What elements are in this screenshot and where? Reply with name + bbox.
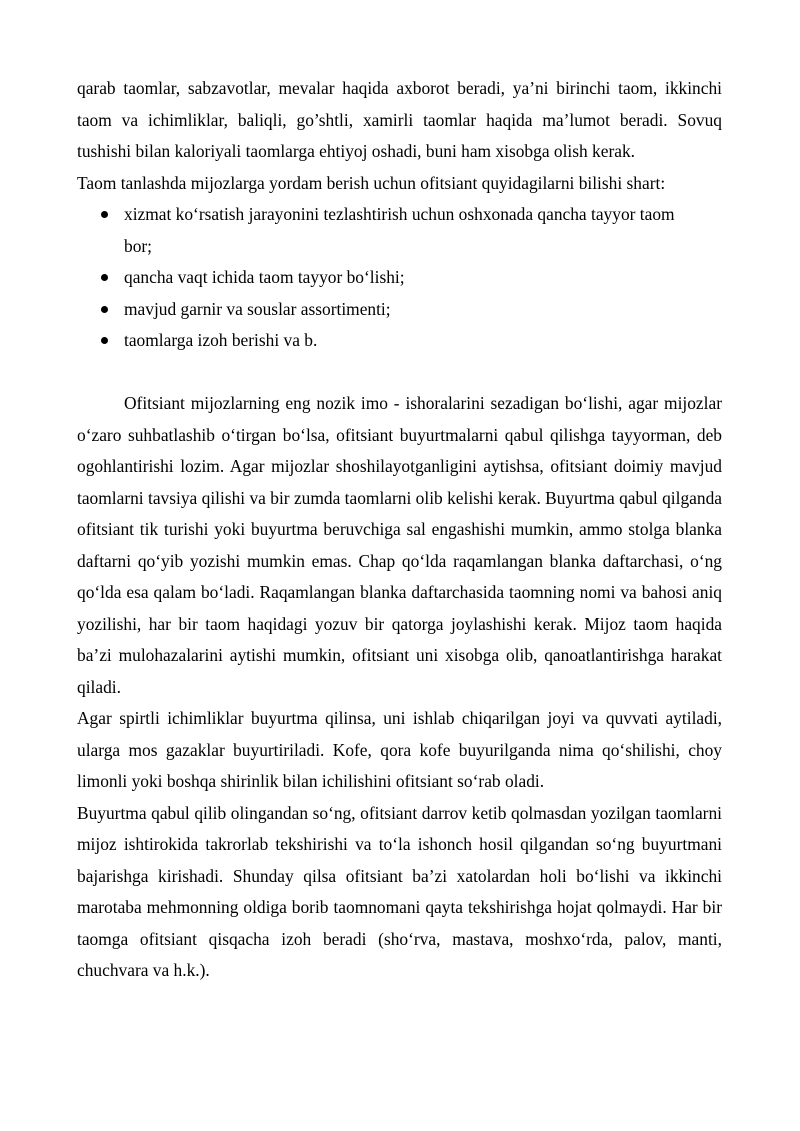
paragraph-lead-in: Taom tanlashda mijozlarga yordam berish uchun ofitsiant quyidagilarni bilishi shart:	[77, 172, 666, 193]
paragraph-drinks-order: Agar spirtli ichimliklar buyurtma qilinsa, uni ishlab chiqarilgan joyi va quvvati aytiladi, ularga mos gazaklar buyurtiriladi. Kofe, qora kofe buyurilganda nima qo‘shilishi, choy limonli yoki boshqa shirinlik bilan ichilishini ofitsiant so‘rab oladi.	[77, 708, 722, 791]
list-item	[77, 325, 689, 357]
list-item	[77, 262, 689, 294]
document-page	[77, 73, 722, 987]
list-item-text: xizmat ko‘rsatish jarayonini tezlashtirish uchun oshxonada qancha tayyor taom bor;	[124, 204, 675, 256]
paragraph-intro: qarab taomlar, sabzavotlar, mevalar haqida axborot beradi, ya’ni birinchi taom, ikkinchi taom va ichimliklar, baliqli, go’shtli, xamirli taomlar haqida ma’lumot beradi. Sovuq tushishi bilan kaloriyali taomlarga ehtiyoj oshadi, buni ham xisobga olish kerak.	[77, 78, 722, 161]
bullet-icon	[101, 306, 108, 313]
list-item	[77, 294, 689, 326]
bullet-list	[77, 199, 722, 357]
bullet-icon	[101, 274, 108, 281]
list-item-text: taomlarga izoh berishi va b.	[124, 330, 318, 350]
bullet-icon	[101, 337, 108, 344]
paragraph-waiter-conduct: Ofitsiant mijozlarning eng nozik imo - ishoralarini sezadigan bo‘lishi, agar mijozlar o‘zaro suhbatlashib o‘tirgan bo‘lsa, ofitsiant buyurtmalarni qabul qilishga tayyorman, deb ogohlantirishi lozim. Agar mijozlar shoshilayotganligini aytishsa, ofitsiant doimiy mavjud taomlarni tavsiya qilishi va bir zumda taomlarni olib kelishi kerak. Buyurtma qabul qilganda ofitsiant tik turishi yoki buyurtma beruvchiga sal engashishi mumkin, ammo stolga blanka daftarni qo‘yib yozishi mumkin emas. Chap qo‘lda raqamlangan blanka daftarchasi, o‘ng qo‘lda esa qalam bo‘ladi. Raqamlangan blanka daftarchasida taomning nomi va bahosi aniq yozilishi, har bir taom haqidagi yozuv bir qatorga joylashishi kerak. Mijoz taom haqida ba’zi mulohazalarini aytishi mumkin, ofitsiant uni xisobga olib, qanoatlantirishga harakat qiladi.	[77, 393, 722, 697]
blank-line	[77, 357, 722, 389]
list-item-text: qancha vaqt ichida taom tayyor bo‘lishi;	[124, 267, 405, 287]
list-item	[77, 199, 689, 262]
paragraph-order-check: Buyurtma qabul qilib olingandan so‘ng, ofitsiant darrov ketib qolmasdan yozilgan taomlarni mijoz ishtirokida takrorlab tekshirishi va to‘la ishonch hosil qilgandan so‘ng buyurtmani bajarishga kirishadi. Shunday qilsa ofitsiant ba’zi xatolardan holi bo‘lishi va ikkinchi marotaba mehmonning oldiga borib taomnomani qayta tekshirishga hojat qolmaydi. Har bir taomga ofitsiant qisqacha izoh beradi (sho‘rva, mastava, moshxo‘rda, palov, manti, chuchvara va h.k.).	[77, 802, 722, 980]
list-item-text: mavjud garnir va souslar assortimenti;	[124, 298, 391, 319]
bullet-icon	[101, 211, 108, 218]
